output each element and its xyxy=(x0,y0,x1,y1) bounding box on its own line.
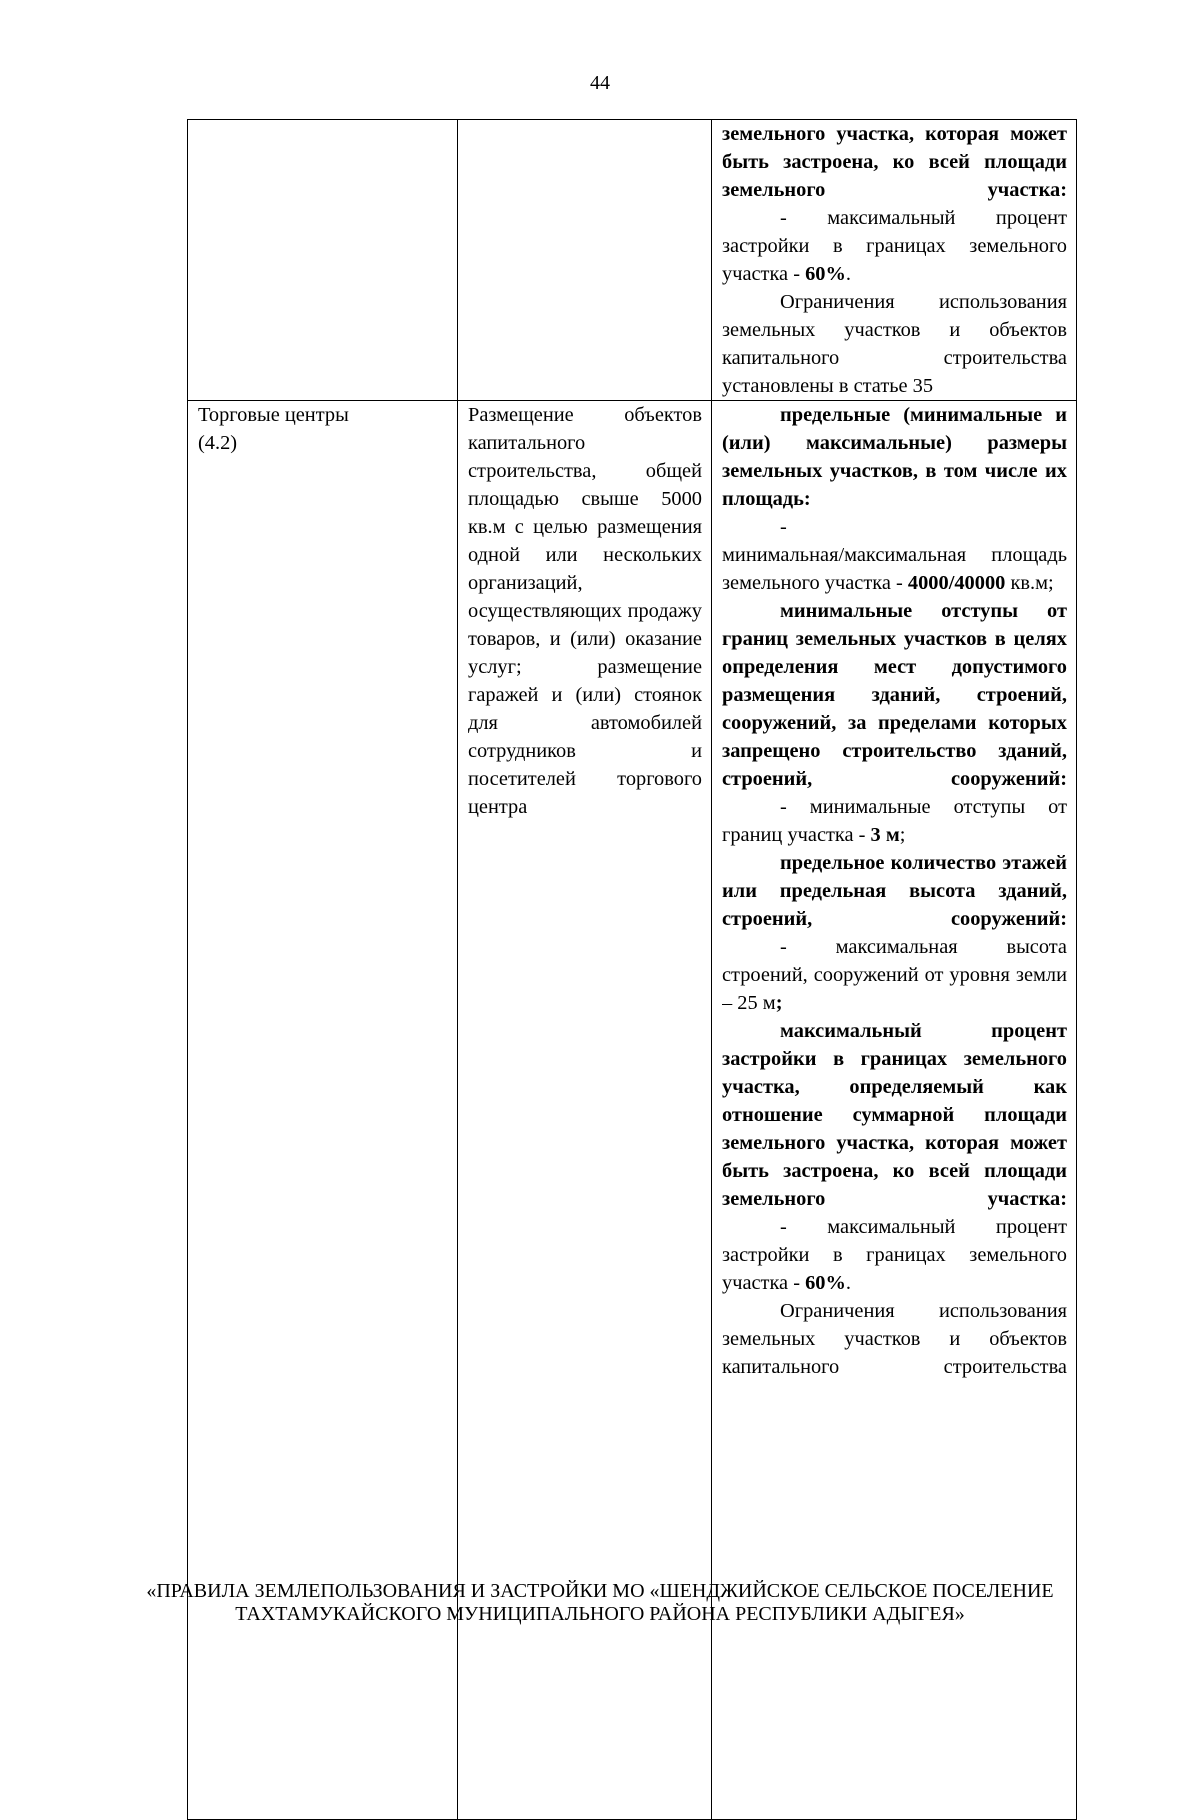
page-number: 44 xyxy=(590,72,610,94)
restrictions-note: Ограничения использования земельных участков и объектов капитального строительства xyxy=(722,1300,1067,1378)
parameter-text: - максимальный процент застройки в границах земельного участка - xyxy=(722,1216,1067,1294)
parameter-heading: земельного участка, которая может быть застроена, ко всей площади земельного участка: xyxy=(722,123,1067,201)
parameter-heading: максимальный процент застройки в границах земельного участка, определяемый как отношение суммарной площади земельного участка, которая может быть застроена, ко всей площади земельного участка: xyxy=(722,1020,1067,1210)
parameter-text: - максимальный процент застройки в границах земельного участка - xyxy=(722,207,1067,285)
footer-line-2: ТАХТАМУКАЙСКОГО МУНИЦИПАЛЬНОГО РАЙОНА РЕСПУБЛИКИ АДЫГЕЯ» xyxy=(235,1603,965,1625)
parameter-end: . xyxy=(845,1272,851,1294)
parameter-text: - максимальная высота строений, сооружений от уровня земли – 25 м xyxy=(722,936,1067,1014)
parameter-value xyxy=(722,541,1067,597)
parameter-number: 3 м xyxy=(870,824,900,846)
parameter-value xyxy=(722,1213,1067,1297)
parameter-number: 4000/40000 xyxy=(907,572,1006,594)
use-type-description: Размещение объектов капитального строительства, общей площадью свыше 5000 кв.м с целью размещения одной или нескольких организаций, осуществляющих продажу товаров, и (или) оказание услуг; размещение гаражей и (или) стоянок для автомобилей сотрудников и посетителей торгового центра xyxy=(468,404,702,818)
restrictions-note: Ограничения использования земельных участков и объектов капитального строительства установлены в статье 35 xyxy=(722,291,1067,397)
use-type-name: Торговые центры (4.2) xyxy=(198,404,349,454)
document-footer xyxy=(0,1580,1200,1626)
parameter-heading: предельные (минимальные и (или) максимальные) размеры земельных участков, в том числе их площадь: xyxy=(722,404,1067,510)
parameter-number: 60% xyxy=(805,263,846,285)
parameter-heading: минимальные отступы от границ земельных участков в целях определения мест допустимого размещения зданий, строений, сооружений, за пределами которых запрещено строительство зданий, строений, сооружений: xyxy=(722,600,1067,790)
land-use-table xyxy=(187,119,1077,1820)
table-row xyxy=(188,120,1077,401)
table-cell-parameters xyxy=(712,120,1077,401)
parameter-end: ; xyxy=(899,824,906,846)
parameter-end: ; xyxy=(775,992,783,1014)
parameter-value xyxy=(722,793,1067,849)
parameter-value xyxy=(722,933,1067,1017)
parameter-unit: кв.м; xyxy=(1005,572,1054,594)
parameter-value xyxy=(722,204,1067,288)
footer-line-1: «ПРАВИЛА ЗЕМЛЕПОЛЬЗОВАНИЯ И ЗАСТРОЙКИ МО «ШЕНДЖИЙСКОЕ СЕЛЬСКОЕ ПОСЕЛЕНИЕ xyxy=(146,1580,1054,1602)
parameter-text: минимальная/максимальная площадь земельного участка - xyxy=(722,544,1067,594)
parameter-end: . xyxy=(845,263,851,285)
parameter-number: 60% xyxy=(805,1272,846,1294)
parameter-text: - минимальные отступы от границ участка - xyxy=(722,796,1067,846)
parameter-heading: предельное количество этажей или предельная высота зданий, строений, сооружений: xyxy=(722,852,1067,930)
parameter-dash: - xyxy=(780,516,787,538)
table-cell-empty xyxy=(188,120,458,401)
table-cell-empty xyxy=(458,120,712,401)
